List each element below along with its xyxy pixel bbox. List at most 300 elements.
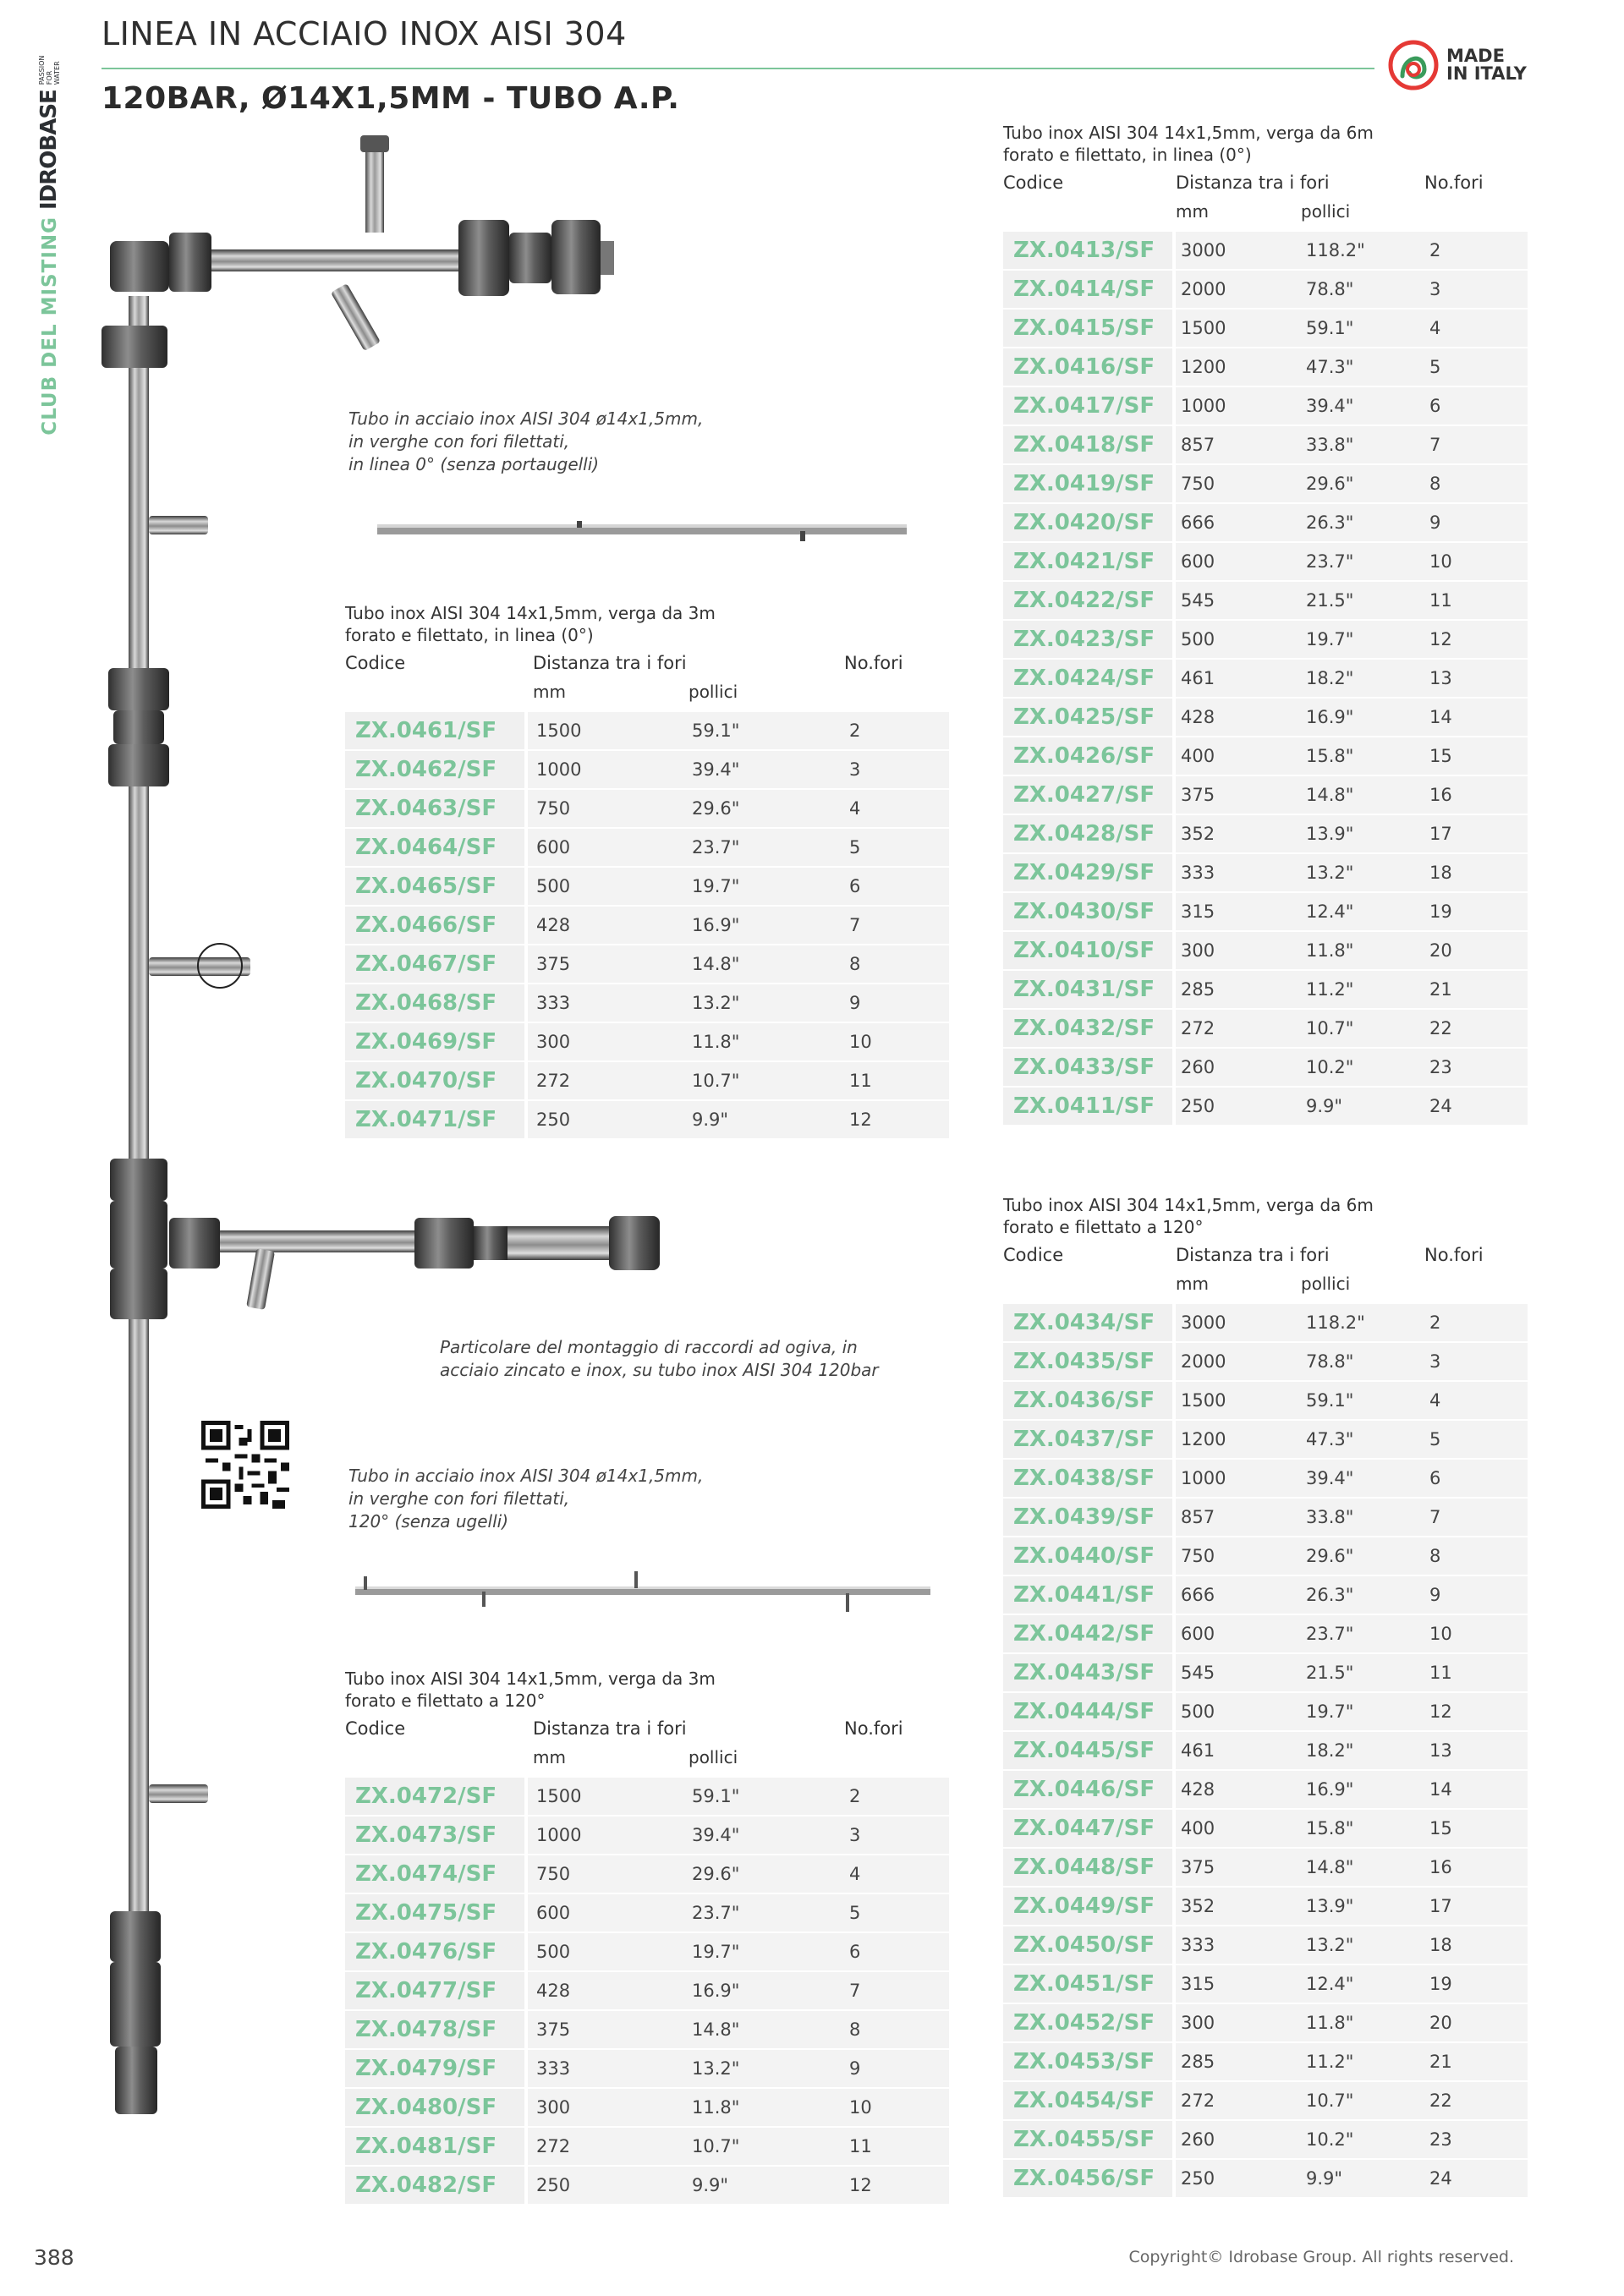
hole-count: 16 [1429, 785, 1452, 805]
table-row [1003, 2003, 1528, 2041]
distance-mm: 500 [1181, 629, 1215, 649]
distance-inches: 21.5" [1306, 1663, 1354, 1683]
distance-inches: 19.7" [1306, 1701, 1354, 1722]
hole-count: 8 [1429, 474, 1441, 494]
distance-inches: 10.7" [692, 1071, 740, 1091]
table-3m-120 [345, 1668, 949, 2204]
distance-mm: 375 [536, 2019, 571, 2040]
distance-inches: 16.9" [692, 915, 740, 935]
distance-inches: 18.2" [1306, 668, 1354, 688]
col-inches: pollici [1301, 1274, 1351, 1294]
product-code: ZX.0462/SF [345, 751, 524, 788]
hole-count: 20 [1429, 2013, 1452, 2033]
distance-mm: 500 [536, 876, 571, 896]
product-code: ZX.0452/SF [1003, 2004, 1172, 2041]
distance-mm: 750 [1181, 1546, 1215, 1566]
table-6m-120 [1003, 1194, 1528, 2197]
product-code: ZX.0429/SF [1003, 854, 1172, 891]
section-label-text: CLUB DEL MISTING [39, 216, 61, 436]
distance-mm: 375 [1181, 1857, 1215, 1877]
hole-count: 6 [1429, 396, 1441, 416]
distance-inches: 16.9" [1306, 707, 1354, 727]
caption-pipe-inline: Tubo in acciaio inox AISI 304 ø14x1,5mm, in verghe con fori filettati, in linea 0° (senza portaugelli) [348, 408, 704, 474]
table-row [1003, 891, 1528, 930]
brand-name: IDROBASE [36, 90, 62, 210]
table-row [1003, 308, 1528, 347]
distance-mm: 1500 [536, 1786, 582, 1806]
distance-mm: 260 [1181, 2129, 1215, 2150]
table-row [345, 710, 949, 749]
distance-inches: 9.9" [692, 2175, 729, 2195]
hole-count: 14 [1429, 1779, 1452, 1800]
distance-mm: 500 [1181, 1701, 1215, 1722]
product-code: ZX.0474/SF [345, 1855, 524, 1893]
distance-inches: 13.2" [692, 993, 740, 1013]
distance-inches: 39.4" [692, 1825, 740, 1845]
distance-mm: 2000 [1181, 279, 1226, 299]
col-code: Codice [1003, 1245, 1064, 1265]
table-row [1003, 1047, 1528, 1086]
distance-mm: 250 [1181, 1096, 1215, 1116]
hole-count: 5 [1429, 357, 1441, 377]
distance-mm: 315 [1181, 1974, 1215, 1994]
table-row [1003, 1086, 1528, 1125]
product-code: ZX.0428/SF [1003, 815, 1172, 852]
col-distance: Distanza tra i fori [1176, 1245, 1330, 1265]
table-rows [1003, 230, 1528, 1125]
product-code: ZX.0423/SF [1003, 621, 1172, 658]
col-distance: Distanza tra i fori [1176, 173, 1330, 193]
product-code: ZX.0465/SF [345, 868, 524, 905]
table-row [1003, 1008, 1528, 1047]
hole-count: 16 [1429, 1857, 1452, 1877]
table-row [1003, 1380, 1528, 1419]
distance-mm: 600 [536, 837, 571, 858]
distance-mm: 461 [1181, 1740, 1215, 1761]
distance-inches: 10.2" [1306, 2129, 1354, 2150]
hole-count: 2 [849, 1786, 861, 1806]
distance-mm: 600 [1181, 1624, 1215, 1644]
distance-inches: 23.7" [1306, 551, 1354, 572]
product-code: ZX.0419/SF [1003, 465, 1172, 502]
table-row [1003, 814, 1528, 852]
distance-inches: 13.2" [1306, 863, 1354, 883]
product-code: ZX.0436/SF [1003, 1382, 1172, 1419]
hole-count: 21 [1429, 979, 1452, 1000]
distance-mm: 428 [536, 915, 571, 935]
table-row [345, 788, 949, 827]
table-row [345, 1099, 949, 1138]
made-in-italy-badge [1387, 39, 1527, 91]
product-code: ZX.0446/SF [1003, 1771, 1172, 1808]
distance-mm: 300 [1181, 2013, 1215, 2033]
header-divider [102, 68, 1374, 69]
col-holes: No.fori [844, 1718, 903, 1739]
product-code: ZX.0416/SF [1003, 348, 1172, 386]
table-row [345, 905, 949, 944]
table-row [345, 2048, 949, 2087]
hole-count: 19 [1429, 901, 1452, 922]
distance-inches: 59.1" [692, 1786, 740, 1806]
distance-inches: 16.9" [1306, 1779, 1354, 1800]
table-row [1003, 1614, 1528, 1652]
hole-count: 13 [1429, 1740, 1452, 1761]
product-code: ZX.0464/SF [345, 829, 524, 866]
hole-count: 3 [1429, 279, 1441, 299]
distance-inches: 14.8" [1306, 1857, 1354, 1877]
product-code: ZX.0466/SF [345, 907, 524, 944]
distance-inches: 15.8" [1306, 746, 1354, 766]
hole-count: 15 [1429, 746, 1452, 766]
distance-inches: 10.2" [1306, 1057, 1354, 1077]
table-row [345, 1815, 949, 1854]
distance-mm: 272 [536, 1071, 571, 1091]
distance-inches: 26.3" [1306, 1585, 1354, 1605]
hole-count: 10 [1429, 1624, 1452, 1644]
distance-mm: 375 [536, 954, 571, 974]
table-row [1003, 969, 1528, 1008]
hole-count: 17 [1429, 824, 1452, 844]
product-code: ZX.0438/SF [1003, 1460, 1172, 1497]
table-row [1003, 1575, 1528, 1614]
table-row [345, 2009, 949, 2048]
distance-mm: 1000 [536, 1825, 582, 1845]
col-code: Codice [1003, 173, 1064, 193]
distance-mm: 857 [1181, 435, 1215, 455]
hole-count: 7 [849, 915, 861, 935]
caption-pipe-120: Tubo in acciaio inox AISI 304 ø14x1,5mm, in verghe con fori filettati, 120° (senza ugelli) [348, 1466, 704, 1532]
product-code: ZX.0480/SF [345, 2089, 524, 2126]
distance-inches: 39.4" [1306, 396, 1354, 416]
product-code: ZX.0461/SF [345, 712, 524, 749]
hole-count: 4 [849, 798, 861, 819]
product-code: ZX.0473/SF [345, 1817, 524, 1854]
table-row [1003, 2158, 1528, 2197]
page-subtitle: 120BAR, Ø14X1,5MM - TUBO A.P. [102, 81, 680, 116]
product-code: ZX.0434/SF [1003, 1304, 1172, 1341]
distance-inches: 9.9" [692, 1110, 729, 1130]
distance-inches: 23.7" [692, 1903, 740, 1923]
table-3m-inline [345, 602, 949, 1138]
distance-inches: 11.8" [1306, 2013, 1354, 2033]
table-title: Tubo inox AISI 304 14x1,5mm, verga da 3m forato e filettato, in linea (0°) [345, 603, 716, 645]
section-label [39, 216, 64, 436]
product-code: ZX.0469/SF [345, 1023, 524, 1060]
distance-inches: 39.4" [692, 759, 740, 780]
distance-inches: 78.8" [1306, 279, 1354, 299]
distance-mm: 1200 [1181, 1429, 1226, 1449]
hole-count: 2 [1429, 1312, 1441, 1333]
hole-count: 10 [849, 2097, 872, 2118]
table-row [1003, 1730, 1528, 1769]
hole-count: 2 [1429, 240, 1441, 260]
product-code: ZX.0417/SF [1003, 387, 1172, 425]
table-row [345, 827, 949, 866]
distance-mm: 333 [1181, 1935, 1215, 1955]
col-code: Codice [345, 1718, 406, 1739]
product-code: ZX.0432/SF [1003, 1010, 1172, 1047]
distance-mm: 285 [1181, 2052, 1215, 2072]
distance-mm: 272 [1181, 1018, 1215, 1038]
product-code: ZX.0415/SF [1003, 310, 1172, 347]
table-row [345, 866, 949, 905]
hole-count: 6 [849, 1942, 861, 1962]
hole-count: 5 [849, 1903, 861, 1923]
product-code: ZX.0433/SF [1003, 1049, 1172, 1086]
distance-mm: 545 [1181, 1663, 1215, 1683]
product-code: ZX.0422/SF [1003, 582, 1172, 619]
distance-inches: 18.2" [1306, 1740, 1354, 1761]
product-code: ZX.0481/SF [345, 2128, 524, 2165]
distance-inches: 29.6" [692, 798, 740, 819]
product-code: ZX.0470/SF [345, 1062, 524, 1099]
col-distance: Distanza tra i fori [533, 653, 687, 673]
brand-tagline: PASSION FOR WATER [37, 55, 61, 85]
distance-inches: 11.2" [1306, 2052, 1354, 2072]
distance-mm: 750 [1181, 474, 1215, 494]
hole-count: 4 [1429, 318, 1441, 338]
table-row [1003, 1497, 1528, 1536]
table-row [345, 1970, 949, 2009]
distance-mm: 315 [1181, 901, 1215, 922]
hole-count: 7 [1429, 1507, 1441, 1527]
distance-inches: 23.7" [692, 837, 740, 858]
distance-inches: 10.7" [1306, 1018, 1354, 1038]
hole-count: 24 [1429, 1096, 1452, 1116]
distance-mm: 352 [1181, 1896, 1215, 1916]
distance-mm: 333 [1181, 863, 1215, 883]
distance-mm: 375 [1181, 785, 1215, 805]
hole-count: 22 [1429, 1018, 1452, 1038]
product-code: ZX.0441/SF [1003, 1576, 1172, 1614]
table-row [1003, 580, 1528, 619]
distance-inches: 14.8" [692, 954, 740, 974]
product-code: ZX.0420/SF [1003, 504, 1172, 541]
distance-mm: 857 [1181, 1507, 1215, 1527]
product-code: ZX.0477/SF [345, 1972, 524, 2009]
distance-mm: 250 [536, 1110, 571, 1130]
distance-mm: 300 [1181, 940, 1215, 961]
distance-mm: 300 [536, 2097, 571, 2118]
qr-code[interactable] [201, 1421, 289, 1509]
distance-inches: 10.7" [692, 2136, 740, 2156]
hole-count: 10 [849, 1032, 872, 1052]
table-row [1003, 2119, 1528, 2158]
product-code: ZX.0455/SF [1003, 2121, 1172, 2158]
distance-mm: 1000 [536, 759, 582, 780]
table-row [1003, 502, 1528, 541]
made-in-italy-icon [1387, 39, 1440, 91]
distance-inches: 39.4" [1306, 1468, 1354, 1488]
hole-count: 2 [849, 721, 861, 741]
distance-inches: 11.8" [692, 1032, 740, 1052]
table-rows [1003, 1302, 1528, 2197]
distance-inches: 33.8" [1306, 435, 1354, 455]
table-row [1003, 541, 1528, 580]
hole-count: 12 [1429, 629, 1452, 649]
product-code: ZX.0439/SF [1003, 1499, 1172, 1536]
distance-mm: 1500 [1181, 318, 1226, 338]
product-code: ZX.0456/SF [1003, 2160, 1172, 2197]
brand-logo [32, 55, 66, 210]
distance-inches: 118.2" [1306, 1312, 1365, 1333]
table-title: Tubo inox AISI 304 14x1,5mm, verga da 3m forato e filettato a 120° [345, 1669, 716, 1711]
distance-inches: 13.2" [692, 2058, 740, 2079]
hole-count: 23 [1429, 2129, 1452, 2150]
badge-line-1: MADE [1446, 46, 1505, 66]
caption-fitting-detail: Particolare del montaggio di raccordi ad ogiva, in acciaio zincato e inox, su tubo inox AISI 304 120bar [440, 1337, 879, 1380]
distance-inches: 12.4" [1306, 1974, 1354, 1994]
table-row [1003, 1925, 1528, 1964]
table-row [1003, 658, 1528, 697]
hole-count: 9 [849, 993, 861, 1013]
hole-count: 19 [1429, 1974, 1452, 1994]
product-code: ZX.0430/SF [1003, 893, 1172, 930]
distance-inches: 16.9" [692, 1981, 740, 2001]
distance-mm: 285 [1181, 979, 1215, 1000]
table-row [1003, 775, 1528, 814]
product-code: ZX.0453/SF [1003, 2043, 1172, 2080]
page-number: 388 [34, 2245, 74, 2270]
product-code: ZX.0478/SF [345, 2011, 524, 2048]
table-row [1003, 930, 1528, 969]
distance-mm: 600 [536, 1903, 571, 1923]
distance-mm: 1500 [1181, 1390, 1226, 1411]
row-values [1176, 1088, 1528, 1125]
distance-mm: 428 [536, 1981, 571, 2001]
distance-mm: 428 [1181, 1779, 1215, 1800]
distance-mm: 1000 [1181, 1468, 1226, 1488]
distance-inches: 33.8" [1306, 1507, 1354, 1527]
row-values [528, 1101, 949, 1138]
hole-count: 18 [1429, 863, 1452, 883]
table-row [345, 944, 949, 983]
col-inches: pollici [689, 1747, 738, 1767]
col-holes: No.fori [844, 653, 903, 673]
product-code: ZX.0410/SF [1003, 932, 1172, 969]
hole-count: 21 [1429, 2052, 1452, 2072]
product-code: ZX.0449/SF [1003, 1888, 1172, 1925]
hole-count: 23 [1429, 1057, 1452, 1077]
badge-line-2: IN ITALY [1446, 63, 1527, 84]
table-row [1003, 347, 1528, 386]
hole-count: 3 [849, 1825, 861, 1845]
distance-inches: 14.8" [692, 2019, 740, 2040]
distance-inches: 13.9" [1306, 1896, 1354, 1916]
product-code: ZX.0475/SF [345, 1894, 524, 1932]
distance-mm: 260 [1181, 1057, 1215, 1077]
distance-inches: 19.7" [692, 876, 740, 896]
table-row [345, 2165, 949, 2204]
table-row [1003, 386, 1528, 425]
distance-mm: 400 [1181, 1818, 1215, 1838]
distance-mm: 250 [1181, 2168, 1215, 2189]
hole-count: 18 [1429, 1935, 1452, 1955]
distance-inches: 21.5" [1306, 590, 1354, 611]
hole-count: 6 [1429, 1468, 1441, 1488]
table-row [1003, 736, 1528, 775]
product-code: ZX.0425/SF [1003, 699, 1172, 736]
table-row [1003, 463, 1528, 502]
hole-count: 4 [1429, 1390, 1441, 1411]
hole-count: 4 [849, 1864, 861, 1884]
hole-count: 9 [1429, 512, 1441, 533]
distance-inches: 29.6" [1306, 1546, 1354, 1566]
hole-count: 9 [1429, 1585, 1441, 1605]
table-row [1003, 2080, 1528, 2119]
distance-inches: 59.1" [1306, 1390, 1354, 1411]
hole-count: 8 [849, 954, 861, 974]
distance-mm: 3000 [1181, 1312, 1226, 1333]
table-row [345, 2087, 949, 2126]
table-row [1003, 425, 1528, 463]
distance-mm: 1000 [1181, 396, 1226, 416]
distance-inches: 29.6" [692, 1864, 740, 1884]
table-row [1003, 619, 1528, 658]
product-code: ZX.0437/SF [1003, 1421, 1172, 1458]
distance-mm: 666 [1181, 1585, 1215, 1605]
distance-inches: 9.9" [1306, 1096, 1343, 1116]
copyright: Copyright© Idrobase Group. All rights reserved. [1128, 2248, 1514, 2266]
table-row [1003, 697, 1528, 736]
hole-count: 22 [1429, 2091, 1452, 2111]
table-row [345, 1932, 949, 1970]
distance-inches: 11.8" [1306, 940, 1354, 961]
hole-count: 8 [1429, 1546, 1441, 1566]
col-mm: mm [533, 682, 566, 702]
page-title: LINEA IN ACCIAIO INOX AISI 304 [102, 15, 627, 52]
table-rows [345, 1776, 949, 2204]
hole-count: 13 [1429, 668, 1452, 688]
table-row [1003, 1536, 1528, 1575]
hole-count: 7 [849, 1981, 861, 2001]
table-row [345, 1776, 949, 1815]
table-title: Tubo inox AISI 304 14x1,5mm, verga da 6m forato e filettato a 120° [1003, 1195, 1374, 1237]
table-row [1003, 852, 1528, 891]
table-row [1003, 230, 1528, 269]
distance-inches: 29.6" [1306, 474, 1354, 494]
pipe-inline-image [377, 518, 907, 555]
distance-inches: 11.2" [1306, 979, 1354, 1000]
product-code: ZX.0440/SF [1003, 1537, 1172, 1575]
col-inches: pollici [689, 682, 738, 702]
table-row [345, 1854, 949, 1893]
hole-count: 12 [849, 1110, 872, 1130]
hole-count: 11 [1429, 1663, 1452, 1683]
product-code: ZX.0479/SF [345, 2050, 524, 2087]
distance-mm: 272 [1181, 2091, 1215, 2111]
distance-inches: 47.3" [1306, 1429, 1354, 1449]
product-code: ZX.0482/SF [345, 2167, 524, 2204]
distance-mm: 750 [536, 1864, 571, 1884]
col-inches: pollici [1301, 201, 1351, 222]
distance-inches: 13.2" [1306, 1935, 1354, 1955]
hole-count: 3 [849, 759, 861, 780]
distance-mm: 400 [1181, 746, 1215, 766]
hole-count: 11 [849, 1071, 872, 1091]
table-row [1003, 2041, 1528, 2080]
distance-mm: 545 [1181, 590, 1215, 611]
product-code: ZX.0411/SF [1003, 1088, 1172, 1125]
product-code: ZX.0431/SF [1003, 971, 1172, 1008]
distance-mm: 300 [536, 1032, 571, 1052]
distance-mm: 1200 [1181, 357, 1226, 377]
distance-inches: 19.7" [692, 1942, 740, 1962]
distance-mm: 461 [1181, 668, 1215, 688]
distance-inches: 59.1" [1306, 318, 1354, 338]
table-row [345, 1893, 949, 1932]
product-code: ZX.0442/SF [1003, 1615, 1172, 1652]
